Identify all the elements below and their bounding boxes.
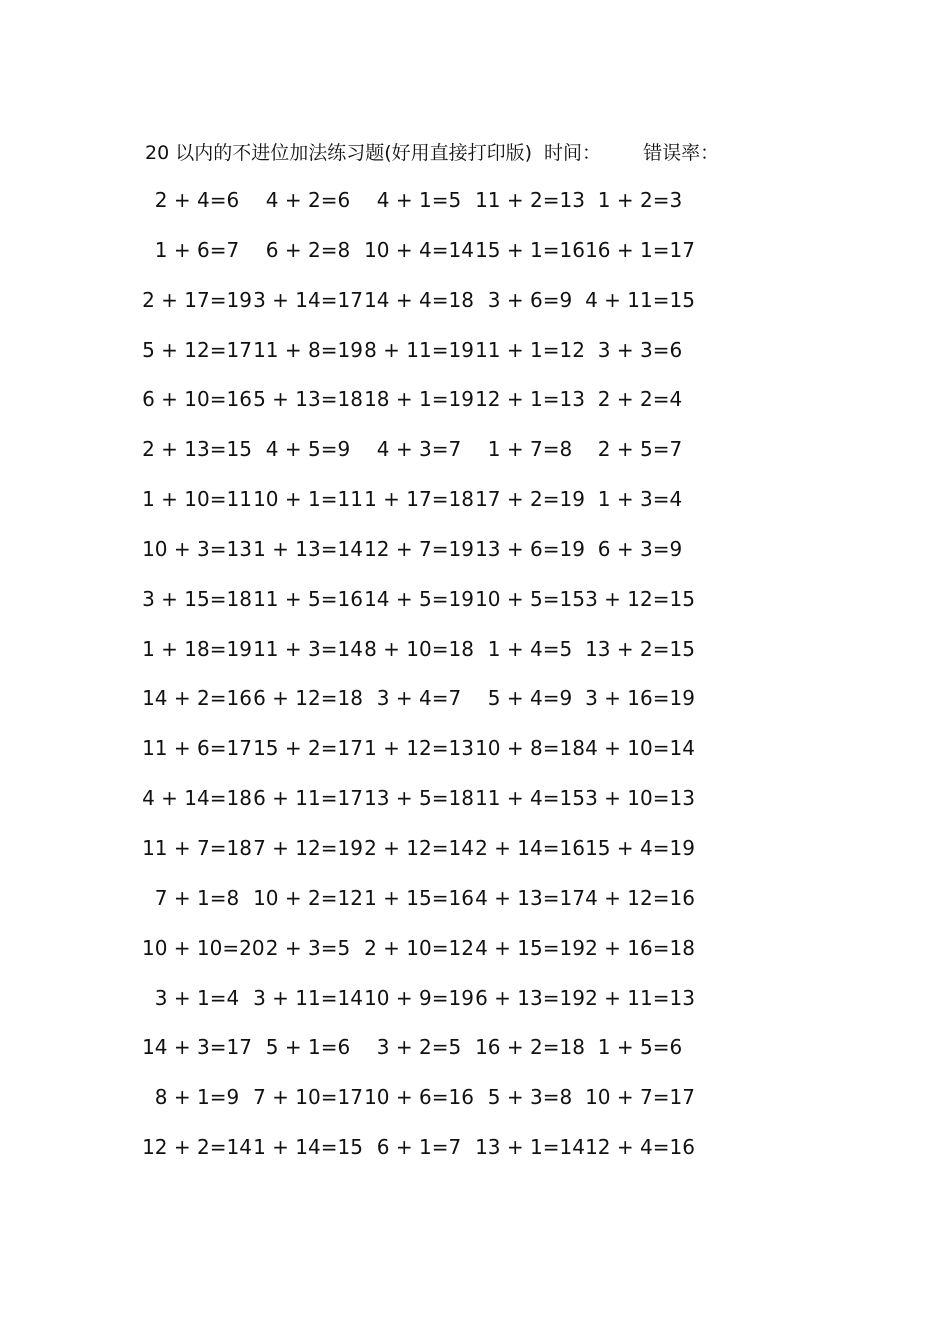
addition-problem: 11 + 7=18 — [142, 835, 252, 860]
problem-row — [0, 629, 950, 679]
addition-problem: 12 + 1=13 — [475, 387, 585, 412]
addition-problem: 2 + 13=15 — [142, 437, 252, 462]
addition-problem: 4 + 10=14 — [585, 736, 695, 761]
addition-problem: 1 + 6=7 — [154, 237, 240, 262]
addition-problem: 6 + 13=19 — [475, 985, 585, 1010]
addition-problem: 4 + 14=18 — [142, 786, 252, 811]
addition-problem: 2 + 4=6 — [154, 188, 240, 212]
addition-problem: 3 + 16=19 — [585, 686, 695, 711]
addition-problem: 18 + 1=19 — [364, 387, 474, 412]
addition-problem: 11 + 8=19 — [253, 337, 363, 362]
problem-row — [0, 330, 950, 380]
problem-row — [0, 479, 950, 529]
addition-problem: 2 + 17=19 — [142, 287, 252, 312]
addition-problem: 4 + 13=17 — [475, 885, 585, 910]
addition-problem: 2 + 16=18 — [585, 935, 695, 960]
addition-problem: 3 + 12=15 — [585, 586, 695, 611]
problem-row — [0, 1077, 950, 1127]
addition-problem: 16 + 1=17 — [585, 237, 695, 262]
problem-row — [0, 379, 950, 429]
addition-problem: 13 + 2=15 — [585, 636, 695, 661]
addition-problem: 14 + 2=16 — [142, 686, 252, 711]
addition-problem: 5 + 1=6 — [265, 1035, 351, 1060]
addition-problem: 1 + 7=8 — [487, 437, 573, 462]
addition-problem: 4 + 11=15 — [585, 287, 695, 312]
problem-row — [0, 778, 950, 828]
problem-row — [0, 429, 950, 479]
addition-problem: 17 + 2=19 — [475, 487, 585, 512]
addition-problem: 5 + 12=17 — [142, 337, 252, 362]
addition-problem: 3 + 2=5 — [376, 1035, 462, 1060]
problem-row — [0, 280, 950, 330]
addition-problem: 4 + 1=5 — [376, 188, 462, 212]
worksheet-title: 20 以内的不进位加法练习题(好用直接打印版) — [145, 142, 533, 164]
addition-problem: 5 + 3=8 — [487, 1085, 573, 1110]
addition-problem: 4 + 3=7 — [376, 437, 462, 462]
addition-problem: 10 + 9=19 — [364, 985, 474, 1010]
addition-problem: 6 + 10=16 — [142, 387, 252, 412]
problem-row — [0, 1127, 950, 1177]
addition-problem: 4 + 2=6 — [265, 188, 351, 212]
problem-row — [0, 529, 950, 579]
addition-problem: 2 + 12=14 — [364, 835, 474, 860]
addition-problem: 6 + 11=17 — [253, 786, 363, 811]
addition-problem: 1 + 13=14 — [253, 536, 363, 561]
addition-problem: 7 + 1=8 — [154, 885, 240, 910]
addition-problem: 10 + 3=13 — [142, 536, 252, 561]
addition-problem: 10 + 4=14 — [364, 237, 474, 262]
addition-problem: 15 + 2=17 — [253, 736, 363, 761]
addition-problem: 10 + 7=17 — [585, 1085, 695, 1110]
addition-problem: 6 + 2=8 — [265, 237, 351, 262]
problem-row — [0, 1027, 950, 1077]
addition-problem: 15 + 1=16 — [475, 237, 585, 262]
addition-problem: 14 + 4=18 — [364, 287, 474, 312]
addition-problem: 3 + 1=4 — [154, 985, 240, 1010]
addition-problem: 10 + 8=18 — [475, 736, 585, 761]
addition-problem: 13 + 5=18 — [364, 786, 474, 811]
addition-problem: 5 + 4=9 — [487, 686, 573, 711]
addition-problem: 15 + 4=19 — [585, 835, 695, 860]
addition-problem: 10 + 6=16 — [364, 1085, 474, 1110]
addition-problem: 13 + 1=14 — [475, 1135, 585, 1160]
error-rate-label: 错误率： — [643, 142, 720, 164]
addition-problem: 1 + 3=4 — [597, 487, 683, 512]
addition-problem: 2 + 5=7 — [597, 437, 683, 462]
addition-problem: 1 + 12=13 — [364, 736, 474, 761]
addition-problem: 6 + 3=9 — [597, 536, 683, 561]
addition-problem: 1 + 4=5 — [487, 636, 573, 661]
time-label: 时间： — [544, 142, 602, 164]
addition-problem: 10 + 5=15 — [475, 586, 585, 611]
addition-problem: 5 + 13=18 — [253, 387, 363, 412]
addition-problem: 3 + 3=6 — [597, 337, 683, 362]
addition-problem: 3 + 14=17 — [253, 287, 363, 312]
addition-problem: 2 + 14=16 — [475, 835, 585, 860]
problem-row — [0, 878, 950, 928]
problem-row — [0, 928, 950, 978]
addition-problem: 14 + 3=17 — [142, 1035, 252, 1060]
addition-problem: 2 + 10=12 — [364, 935, 474, 960]
addition-problem: 4 + 5=9 — [265, 437, 351, 462]
addition-problem: 11 + 3=14 — [253, 636, 363, 661]
addition-problem: 13 + 6=19 — [475, 536, 585, 561]
addition-problem: 11 + 4=15 — [475, 786, 585, 811]
addition-problem: 11 + 6=17 — [142, 736, 252, 761]
addition-problem: 2 + 11=13 — [585, 985, 695, 1010]
addition-problem: 4 + 12=16 — [585, 885, 695, 910]
addition-problem: 6 + 12=18 — [253, 686, 363, 711]
addition-problem: 3 + 6=9 — [487, 287, 573, 312]
addition-problem: 11 + 5=16 — [253, 586, 363, 611]
addition-problem: 6 + 1=7 — [376, 1135, 462, 1160]
addition-problem: 14 + 5=19 — [364, 586, 474, 611]
addition-problem: 2 + 2=4 — [597, 387, 683, 412]
addition-problem: 1 + 14=15 — [253, 1135, 363, 1160]
addition-problem: 1 + 18=19 — [142, 636, 252, 661]
addition-problem: 1 + 17=18 — [364, 487, 474, 512]
addition-problem: 8 + 1=9 — [154, 1085, 240, 1110]
addition-problem: 12 + 2=14 — [142, 1135, 252, 1160]
addition-problem: 10 + 1=11 — [253, 487, 363, 512]
addition-problem: 7 + 12=19 — [253, 835, 363, 860]
addition-problem: 10 + 2=12 — [253, 885, 363, 910]
addition-problem: 8 + 10=18 — [364, 636, 474, 661]
addition-problem: 3 + 4=7 — [376, 686, 462, 711]
addition-problem: 16 + 2=18 — [475, 1035, 585, 1060]
problem-row — [0, 728, 950, 778]
addition-problem: 11 + 1=12 — [475, 337, 585, 362]
addition-problem: 12 + 7=19 — [364, 536, 474, 561]
problem-row — [0, 180, 950, 230]
problem-grid — [0, 180, 950, 1177]
addition-problem: 12 + 4=16 — [585, 1135, 695, 1160]
addition-problem: 2 + 3=5 — [265, 935, 351, 960]
addition-problem: 1 + 10=11 — [142, 487, 252, 512]
addition-problem: 7 + 10=17 — [253, 1085, 363, 1110]
problem-row — [0, 978, 950, 1028]
problem-row — [0, 678, 950, 728]
addition-problem: 3 + 15=18 — [142, 586, 252, 611]
addition-problem: 3 + 10=13 — [585, 786, 695, 811]
addition-problem: 8 + 11=19 — [364, 337, 474, 362]
addition-problem: 10 + 10=20 — [142, 935, 265, 960]
problem-row — [0, 230, 950, 280]
addition-problem: 1 + 2=3 — [597, 188, 683, 212]
problem-row — [0, 828, 950, 878]
problem-row — [0, 579, 950, 629]
addition-problem: 1 + 15=16 — [364, 885, 474, 910]
addition-problem: 1 + 5=6 — [597, 1035, 683, 1060]
addition-problem: 11 + 2=13 — [475, 188, 585, 212]
addition-problem: 3 + 11=14 — [253, 985, 363, 1010]
worksheet-header — [145, 138, 719, 165]
addition-problem: 4 + 15=19 — [475, 935, 585, 960]
